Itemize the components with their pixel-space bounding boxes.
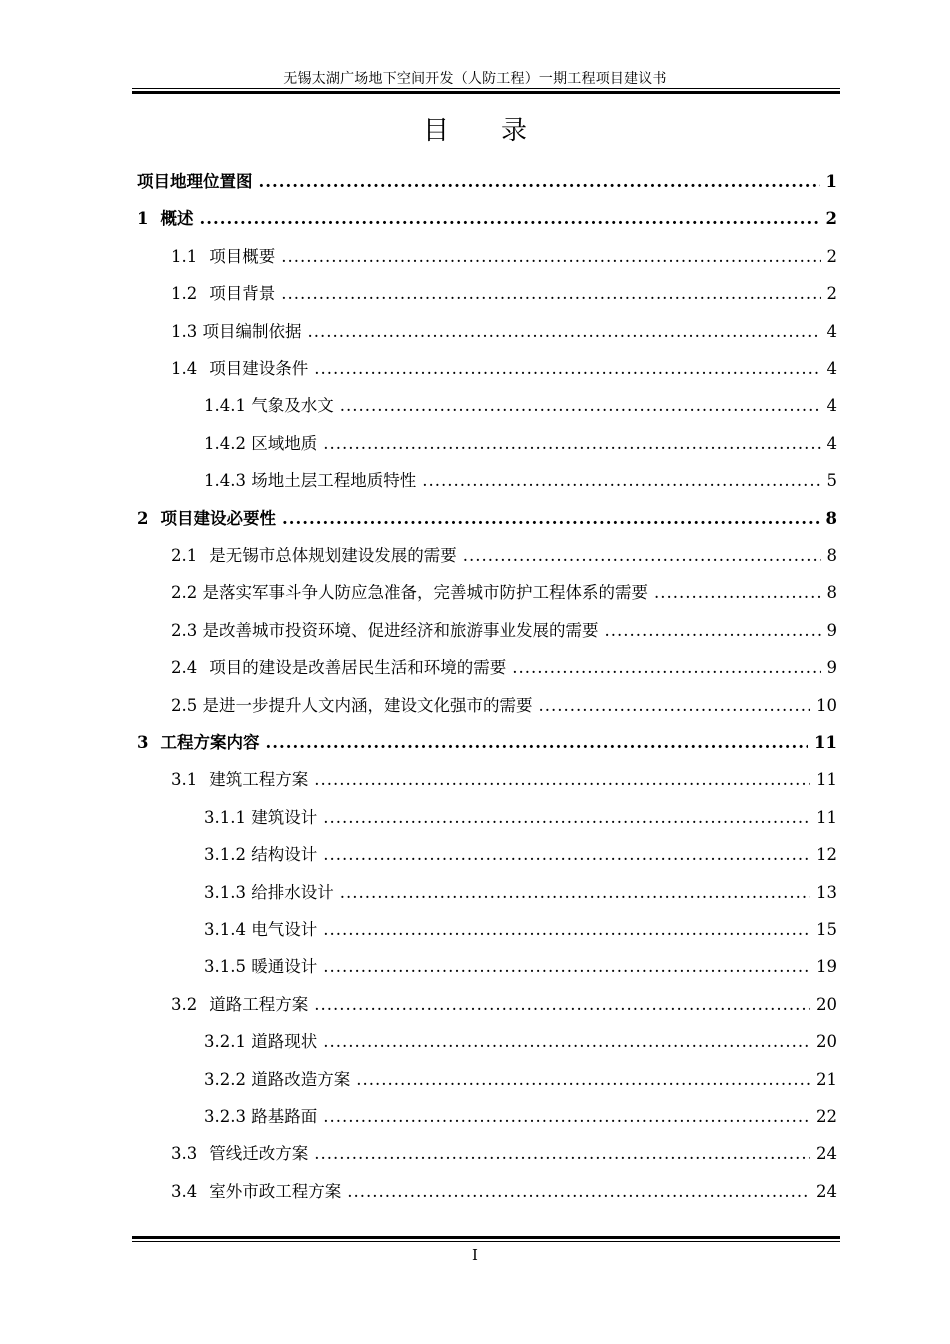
toc-entry-label <box>171 991 308 1015</box>
toc-entry-label <box>204 467 416 491</box>
toc-dot-leader <box>512 658 820 677</box>
toc-dot-leader <box>323 957 810 976</box>
toc-dot-leader <box>323 1032 810 1051</box>
toc-entry-label <box>171 579 648 603</box>
toc-entry-text: 道路工程方案 <box>209 994 309 1014</box>
toc-dot-leader <box>347 1182 810 1201</box>
toc-entry-label <box>204 953 317 977</box>
toc-entry-label <box>137 505 276 529</box>
toc-entry[interactable] <box>204 430 837 467</box>
toc-entry-number: 2.4 <box>171 658 198 678</box>
toc-entry[interactable] <box>204 953 837 990</box>
toc-entry-number: 1.4 <box>171 359 198 378</box>
toc-entry[interactable] <box>204 804 837 841</box>
toc-heading: 目录 <box>422 116 579 146</box>
toc-entry-text: 工程方案内容 <box>160 733 260 752</box>
toc-page-number: 2 <box>825 209 837 229</box>
toc-page-number: 8 <box>826 583 837 603</box>
toc-page-number: 4 <box>826 433 837 453</box>
toc-entry-text: 2.5 是进一步提升人文内涵，建设文化强市的需要 <box>171 695 533 715</box>
page-number: I <box>472 1246 478 1264</box>
toc-entry-text: 1.4.2 区域地质 <box>204 433 318 453</box>
toc-dot-leader <box>539 696 811 715</box>
toc-entry[interactable] <box>171 1178 837 1215</box>
toc-entry[interactable] <box>171 579 837 616</box>
toc-entry-text: 项目背景 <box>209 284 276 304</box>
toc-entry-label <box>204 1103 317 1127</box>
toc-entry-text: 2.2 是落实军事斗争人防应急准备，完善城市防护工程体系的需要 <box>171 583 648 603</box>
toc-entry[interactable] <box>171 617 837 654</box>
toc-entry[interactable] <box>171 766 837 803</box>
toc-dot-leader <box>281 247 820 266</box>
toc-entry[interactable] <box>171 692 837 729</box>
toc-dot-leader <box>323 434 820 453</box>
toc-page-number: 24 <box>816 1181 837 1201</box>
toc-entry-text: 项目概要 <box>209 246 276 266</box>
toc-entry-label <box>171 1140 308 1164</box>
toc-entry[interactable] <box>171 318 837 355</box>
toc-entry[interactable] <box>171 991 837 1028</box>
toc-page-number: 2 <box>826 246 837 266</box>
toc-entry-text: 3.1.1 建筑设计 <box>204 807 318 827</box>
toc-entry-text: 3.1.4 电气设计 <box>204 920 318 939</box>
toc-dot-leader <box>259 172 820 191</box>
toc-entry-text: 室外市政工程方案 <box>209 1181 342 1201</box>
toc-entry-label <box>204 392 334 416</box>
toc-page-number: 11 <box>816 807 837 827</box>
toc-entry-number: 1.1 <box>171 246 198 266</box>
toc-page-number: 13 <box>816 882 837 902</box>
toc-page-number: 5 <box>826 471 837 491</box>
toc-page-number: 19 <box>816 957 837 977</box>
toc-entry[interactable] <box>171 280 837 317</box>
toc-page-number: 11 <box>814 733 837 752</box>
toc-entry-number: 2 <box>137 508 149 528</box>
toc-dot-leader <box>463 546 821 565</box>
toc-dot-leader <box>314 770 810 789</box>
toc-entry-label <box>171 1178 341 1202</box>
toc-entry-label <box>171 617 599 641</box>
header-rule-thin <box>132 88 840 89</box>
toc-entry-text: 概述 <box>160 209 194 229</box>
toc-entry-number: 2.1 <box>171 546 198 565</box>
toc-page-number: 20 <box>816 1032 837 1052</box>
toc-dot-leader <box>340 883 810 902</box>
toc-entry-text: 3.1.5 暖通设计 <box>204 957 318 977</box>
toc-page-number: 12 <box>816 845 837 865</box>
toc-dot-leader <box>314 359 820 378</box>
toc-page-number: 11 <box>816 770 837 790</box>
toc-entry-text: 项目的建设是改善居民生活和环境的需要 <box>209 658 507 678</box>
toc-entry[interactable] <box>171 243 837 280</box>
toc-page-number: 20 <box>816 994 837 1014</box>
toc-entry-label <box>204 1028 317 1052</box>
toc-entry-label <box>171 654 506 678</box>
toc-dot-leader <box>605 621 821 640</box>
header-rule-thick <box>132 91 840 94</box>
toc-entry[interactable] <box>137 729 837 766</box>
toc-entry-label <box>137 729 259 753</box>
toc-dot-leader <box>422 471 820 490</box>
toc-entry-text: 3.2.3 路基路面 <box>204 1107 318 1126</box>
toc-dot-leader <box>323 1107 810 1126</box>
toc-entry-label <box>204 1066 350 1090</box>
toc-entry-label <box>171 355 308 379</box>
footer-rule-thin <box>132 1241 840 1242</box>
toc-entry-text: 3.2.2 道路改造方案 <box>204 1069 351 1089</box>
toc-entry-label <box>137 168 253 192</box>
toc-page-number: 22 <box>816 1107 837 1126</box>
toc-entry[interactable] <box>204 841 837 878</box>
toc-entry-number: 1 <box>137 209 149 229</box>
toc-entry[interactable] <box>204 916 837 953</box>
toc-dot-leader <box>281 284 820 303</box>
toc-entry-text: 1.3 项目编制依据 <box>171 321 302 341</box>
toc-entry-text: 1.4.1 气象及水文 <box>204 396 334 416</box>
toc-entry-text: 1.4.3 场地土层工程地质特性 <box>204 471 417 491</box>
toc-entry-number: 3.2 <box>171 994 198 1014</box>
toc-entry-label <box>204 841 317 865</box>
toc-entry-number: 3.3 <box>171 1144 198 1164</box>
toc-entry-label <box>204 879 334 903</box>
toc-dot-leader <box>323 920 810 939</box>
toc-entry-text: 2.3 是改善城市投资环境、促进经济和旅游事业发展的需要 <box>171 620 599 640</box>
toc-entry-number: 3 <box>137 733 149 752</box>
toc-entry[interactable] <box>204 467 837 504</box>
toc-dot-leader <box>654 583 821 602</box>
toc-page-number: 8 <box>825 508 837 528</box>
toc-entry-label <box>171 243 275 267</box>
toc-page-number: 9 <box>826 658 837 678</box>
toc-entry-label <box>171 318 302 342</box>
toc-entry-label <box>204 916 317 940</box>
toc-page-number: 4 <box>826 396 837 416</box>
toc-entry[interactable] <box>171 542 837 579</box>
toc-entry-text: 管线迁改方案 <box>209 1144 309 1164</box>
toc-entry[interactable] <box>204 1028 837 1065</box>
toc-entry-label <box>137 205 193 229</box>
toc-dot-leader <box>199 209 819 228</box>
toc-dot-leader <box>356 1070 810 1089</box>
toc-page-number: 9 <box>826 620 837 640</box>
toc-entry-number: 3.1 <box>171 770 198 790</box>
toc-dot-leader <box>282 509 820 528</box>
toc-entry[interactable] <box>171 654 837 691</box>
toc-entry-text: 3.1.2 结构设计 <box>204 845 318 865</box>
toc-dot-leader <box>308 322 821 341</box>
toc-page-number: 2 <box>826 284 837 304</box>
toc-entry[interactable] <box>137 205 837 242</box>
toc-dot-leader <box>265 733 808 752</box>
toc-entry-text: 3.1.3 给排水设计 <box>204 882 334 902</box>
toc-entry[interactable] <box>204 879 837 916</box>
toc-page-number: 24 <box>816 1144 837 1164</box>
footer-rule-thick <box>132 1236 840 1239</box>
toc-entry-text: 建筑工程方案 <box>209 770 309 790</box>
toc-entry-text: 项目地理位置图 <box>137 172 253 191</box>
toc-page-number: 4 <box>826 359 837 378</box>
toc-entry-text: 项目建设条件 <box>209 359 309 378</box>
toc-entry-number: 3.4 <box>171 1181 198 1201</box>
toc-entry[interactable] <box>204 1103 837 1140</box>
toc-entry-label <box>171 542 457 566</box>
toc-dot-leader <box>314 1144 810 1163</box>
toc-entry-label <box>204 430 317 454</box>
toc-entry[interactable] <box>137 168 837 205</box>
toc-page-number: 8 <box>826 546 837 565</box>
toc-dot-leader <box>323 808 810 827</box>
toc-dot-leader <box>314 995 810 1014</box>
toc-page-number: 1 <box>825 172 837 191</box>
toc-entry-label <box>171 766 308 790</box>
header-title: 无锡太湖广场地下空间开发（人防工程）一期工程项目建议书 <box>283 71 667 87</box>
toc-entry-label <box>171 692 533 716</box>
toc-entry[interactable] <box>137 505 837 542</box>
toc-entry[interactable] <box>204 392 837 429</box>
toc-entry[interactable] <box>171 355 837 392</box>
toc-dot-leader <box>323 845 810 864</box>
toc-entry-text: 是无锡市总体规划建设发展的需要 <box>209 546 457 565</box>
toc-entry-text: 3.2.1 道路现状 <box>204 1032 318 1052</box>
toc-dot-leader <box>340 396 821 415</box>
toc-entry-text: 项目建设必要性 <box>160 508 276 528</box>
toc-entry-label <box>171 280 275 304</box>
toc-page-number: 21 <box>816 1069 837 1089</box>
toc-page-number: 15 <box>816 920 837 939</box>
toc-entry[interactable] <box>171 1140 837 1177</box>
toc-entry-label <box>204 804 317 828</box>
toc-page-number: 4 <box>826 321 837 341</box>
toc-page-number: 10 <box>816 695 837 715</box>
toc-entry[interactable] <box>204 1066 837 1103</box>
toc-entry-number: 1.2 <box>171 284 198 304</box>
